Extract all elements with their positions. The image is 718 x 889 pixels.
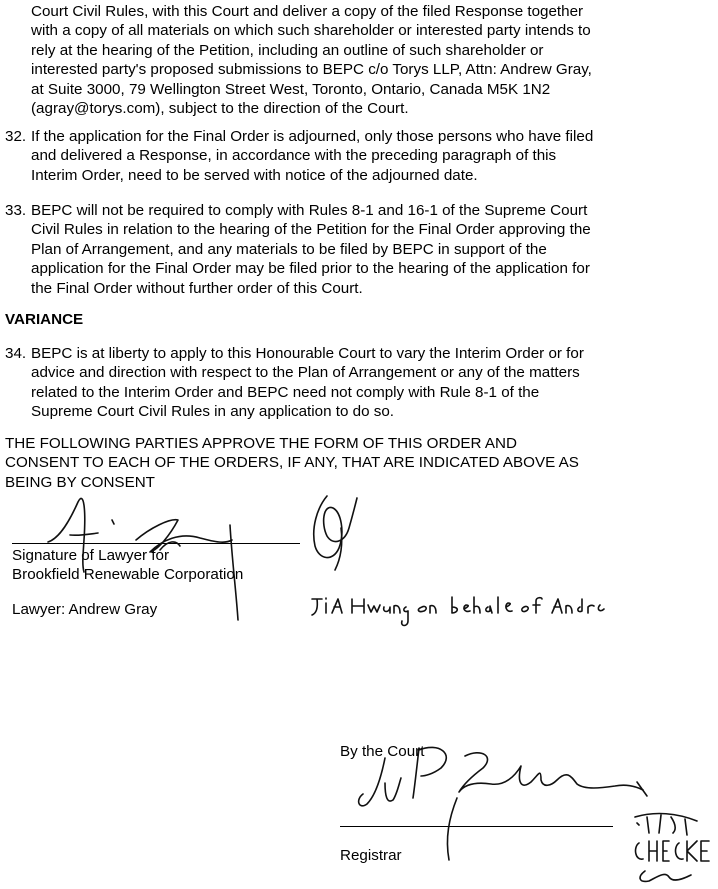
text-line: THE FOLLOWING PARTIES APPROVE THE FORM OF THIS ORDER AND <box>5 435 517 452</box>
lawyer-name: Lawyer: Andrew Gray <box>12 601 158 618</box>
text-line: BEPC is at liberty to apply to this Honourable Court to vary the Interim Order or for <box>31 345 584 362</box>
text-line: CONSENT TO EACH OF THE ORDERS, IF ANY, THAT ARE INDICATED ABOVE AS <box>5 454 579 472</box>
paragraph-number: 32. <box>5 128 27 145</box>
text-line: Court Civil Rules, with this Court and deliver a copy of the filed Response together <box>31 3 584 20</box>
form-checked-stamp-mark <box>625 805 713 885</box>
paragraph-32 <box>31 127 701 185</box>
text-line: If the application for the Final Order is adjourned, only those persons who have filed <box>31 128 594 145</box>
text-line: the Final Order without further order of this Court. <box>31 279 363 297</box>
text-line: Civil Rules in relation to the hearing of the Petition for the Final Order approving the <box>31 221 591 239</box>
text-line: Supreme Court Civil Rules in any application to do so. <box>31 403 394 421</box>
signature-caption-line1: Signature of Lawyer for <box>12 547 170 564</box>
text-line: related to the Interim Order and BEPC need not comply with Rule 8-1 of the <box>31 383 540 401</box>
text-line: advice and direction with respect to the Plan of Arrangement or any of the matters <box>31 364 580 382</box>
text-line: BEPC will not be required to comply with Rules 8-1 and 16-1 of the Supreme Court <box>31 202 588 219</box>
text-line: Interim Order, need to be served with notice of the adjourned date. <box>31 166 478 184</box>
signature-caption-line2: Brookfield Renewable Corporation <box>12 566 244 584</box>
text-line: Plan of Arrangement, and any materials to be filed by BEPC in support of the <box>31 240 547 258</box>
paragraph-number: 34. <box>5 345 27 362</box>
by-the-court-label: By the Court <box>340 743 425 760</box>
text-line: rely at the hearing of the Petition, including an outline of such shareholder or <box>31 41 544 59</box>
registrar-label: Registrar <box>340 847 402 864</box>
text-line: with a copy of all materials on which such shareholder or interested party intends to <box>31 22 591 40</box>
paragraph-number: 33. <box>5 202 27 219</box>
handwritten-note <box>308 593 613 633</box>
section-heading-variance: VARIANCE <box>5 311 84 328</box>
handwritten-signature-lawyer <box>40 480 300 630</box>
paragraph-31-continuation <box>31 2 701 118</box>
handwritten-initials <box>305 488 365 573</box>
paragraph-34 <box>31 344 701 422</box>
text-line: application for the Final Order may be filed prior to the hearing of the application for <box>31 260 590 278</box>
paragraph-33 <box>31 201 701 298</box>
text-line: and delivered a Response, in accordance with the preceding paragraph of this <box>31 147 557 165</box>
form-checked-stamp <box>625 805 713 885</box>
handwritten-signature-registrar <box>345 738 665 868</box>
text-line: at Suite 3000, 79 Wellington Street West, Toronto, Ontario, Canada M5K 1N2 <box>31 80 551 98</box>
text-line: (agray@torys.com), subject to the direction of the Court. <box>31 100 409 118</box>
text-line: BEING BY CONSENT <box>5 473 155 491</box>
text-line: interested party's proposed submissions to BEPC c/o Torys LLP, Attn: Andrew Gray, <box>31 61 592 79</box>
